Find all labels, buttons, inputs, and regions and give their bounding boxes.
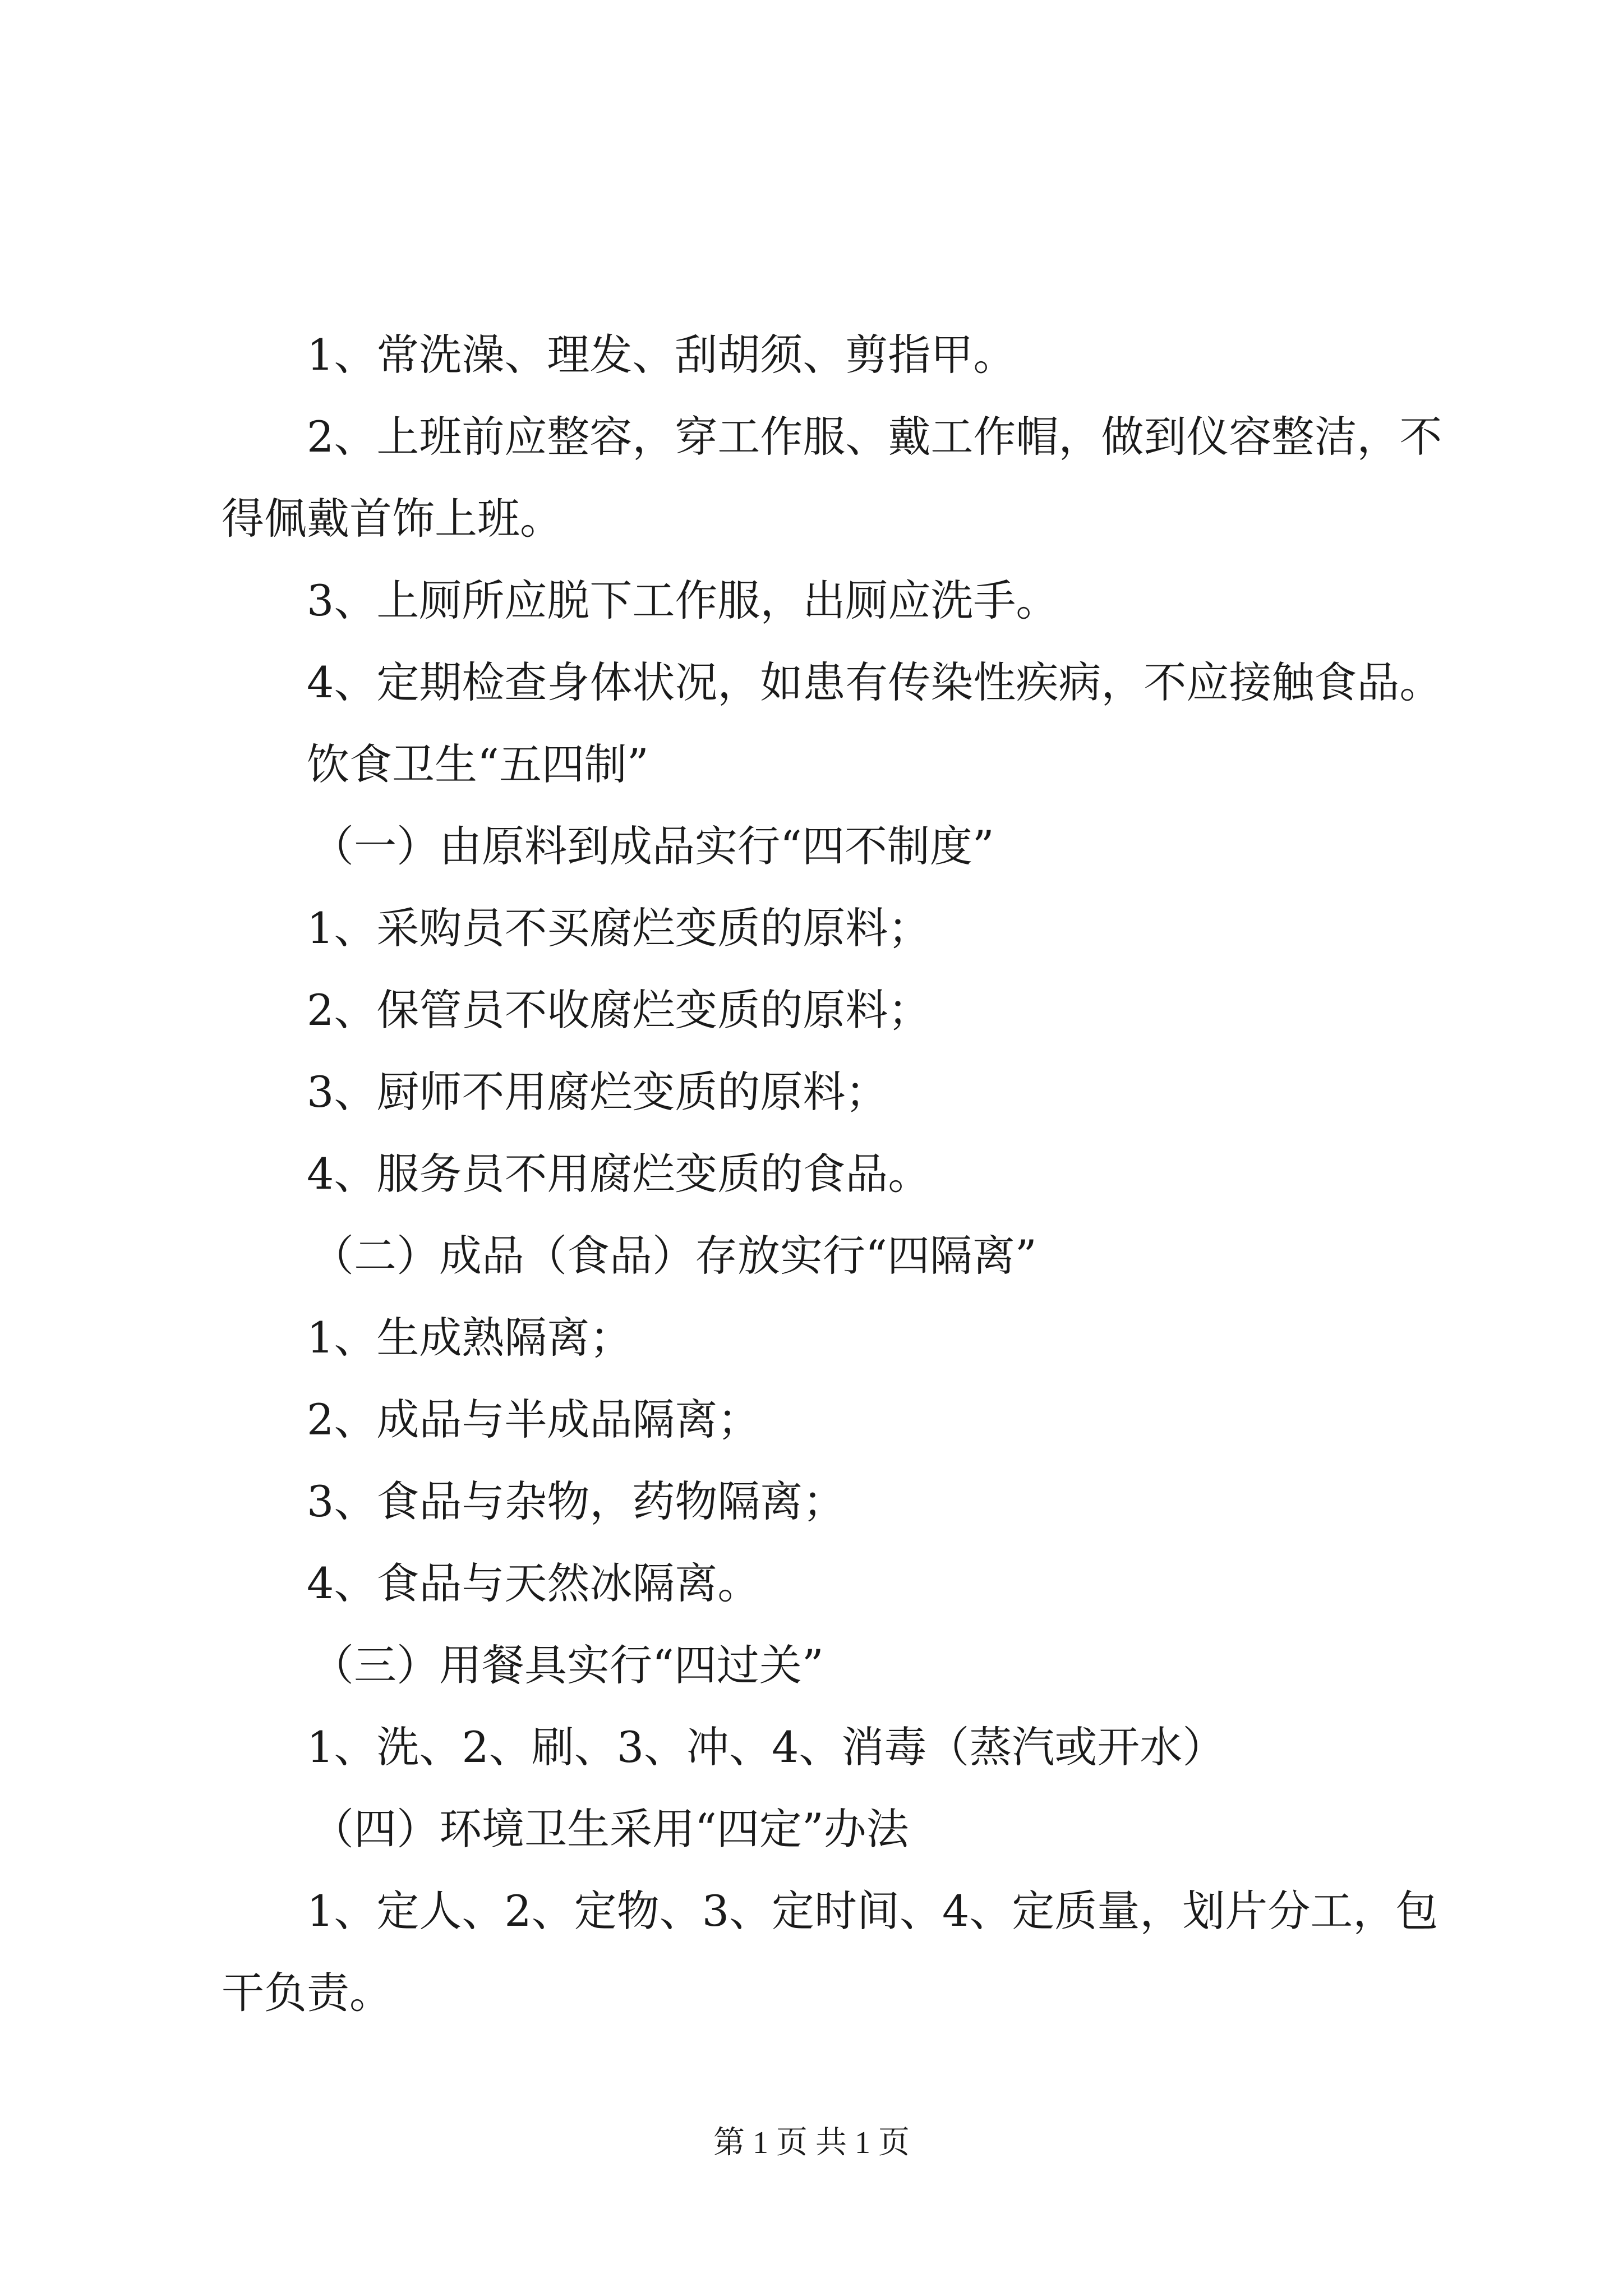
list-item: 4、服务员不用腐烂变质的食品。 bbox=[307, 1149, 931, 1199]
list-item: 3、厨师不用腐烂变质的原料； bbox=[307, 1067, 888, 1117]
subsection-heading-4: （四）环境卫生采用“四定”办法 bbox=[311, 1804, 909, 1854]
paragraph-hygiene-1: 1、常洗澡、理发、刮胡须、剪指甲。 bbox=[307, 330, 1016, 380]
subsection-heading-2: （二）成品（食品）存放实行“四隔离” bbox=[311, 1231, 1037, 1281]
subsection-heading-3: （三）用餐具实行“四过关” bbox=[311, 1640, 824, 1690]
list-item: 1、定人、2、定物、3、定时间、4、定质量，划片分工，包干负责。 bbox=[222, 1886, 1438, 2018]
document-body bbox=[222, 314, 1444, 2034]
list-item: 1、洗、2、刷、3、冲、4、消毒（蒸汽或开水） bbox=[307, 1722, 1225, 1772]
list-item: 3、食品与杂物，药物隔离； bbox=[307, 1476, 846, 1526]
page-footer: 第 1 页 共 1 页 bbox=[713, 2125, 910, 2160]
list-item: 2、保管员不收腐烂变质的原料； bbox=[307, 985, 931, 1035]
paragraph-hygiene-2: 2、上班前应整容，穿工作服、戴工作帽，做到仪容整洁，不得佩戴首饰上班。 bbox=[222, 412, 1442, 544]
list-item: 1、采购员不买腐烂变质的原料； bbox=[307, 903, 931, 953]
list-item: 4、食品与天然冰隔离。 bbox=[307, 1558, 760, 1608]
list-item: 2、成品与半成品隔离； bbox=[307, 1395, 760, 1444]
section-heading-five-four: 饮食卫生“五四制” bbox=[307, 739, 649, 789]
subsection-heading-1: （一）由原料到成品实行“四不制度” bbox=[311, 821, 994, 871]
paragraph-hygiene-3: 3、上厕所应脱下工作服，出厕应洗手。 bbox=[307, 576, 1059, 625]
list-item: 1、生成熟隔离； bbox=[307, 1313, 633, 1363]
paragraph-hygiene-4: 4、定期检查身体状况，如患有传染性疾病，不应接触食品。 bbox=[307, 657, 1442, 707]
